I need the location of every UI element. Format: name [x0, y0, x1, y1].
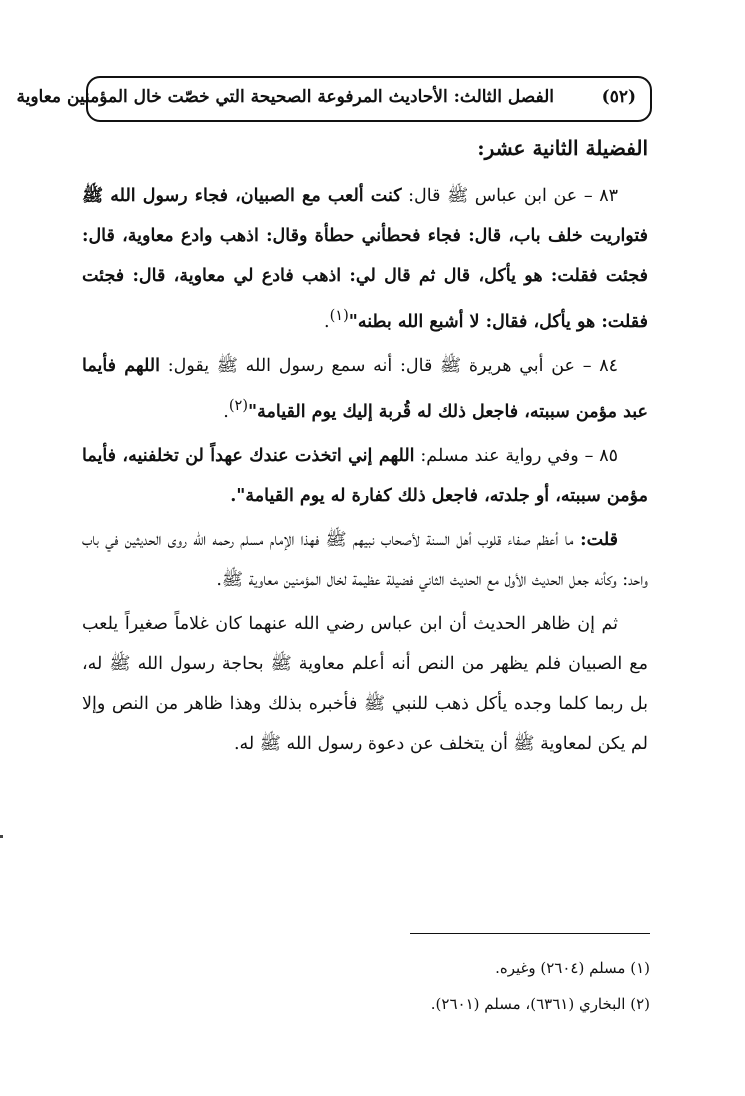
hadith-84-text: اللهم فأيما عبد مؤمن سببته، فاجعل ذلك له قُربة إليك يوم القيامة" — [82, 355, 648, 422]
section-title: الفضيلة الثانية عشر: — [477, 136, 648, 160]
footnotes — [300, 950, 650, 1022]
hadith-84-narration: ٨٤ – عن أبي هريرة ﷺ قال: أنه سمع رسول الله ﷺ يقول: — [159, 355, 619, 376]
hadith-84 — [82, 346, 648, 432]
main-text — [82, 128, 648, 768]
footnote-ref-1: (١) — [329, 307, 349, 324]
running-header — [16, 76, 652, 122]
hadith-85 — [82, 436, 648, 516]
commentary-1 — [82, 520, 648, 600]
hadith-85-text: اللهم إني اتخذت عندك عهداً لن تخلفنيه، فأيما مؤمن سببته، أو جلدته، فاجعل ذلك كفارة له يوم القيامة". — [82, 445, 648, 506]
commentary-label: قلت: — [573, 529, 618, 550]
hadith-83-narration: ٨٣ – عن ابن عباس ﷺ قال: — [401, 186, 618, 206]
hadith-83-text: كنت ألعب مع الصبيان، فجاء رسول الله ﷺ فتواريت خلف باب، قال: فجاء فحطأني حطأة وقال: اذهب وادع معاوية، قال: فجئت فقلت: هو يأكل، قال ثم قال لي: اذهب فادع لي معاوية، قال: فجئت فقلت: هو يأكل، فقال: لا أشبع الله بطنه" — [82, 186, 648, 332]
footnote-separator — [410, 933, 650, 934]
hadith-85-narration: ٨٥ – وفي رواية عند مسلم: — [414, 445, 619, 466]
commentary-2 — [82, 604, 648, 764]
hadith-84-end: . — [223, 401, 229, 422]
footnote-ref-2: (٢) — [228, 396, 249, 414]
commentary-1-text: ما أعظم صفاء قلوب أهل السنة لأصحاب نبيهم ﷺ فهذا الإمام مسلم رحمه الله روى الحديثين في باب واحد: وكأنه جعل الحديث الأول مع الحديث الثاني فضيلة عظيمة لخال المؤمنين معاوية ﷺ. — [82, 529, 648, 590]
footnote-2: (٢) البخاري (٦٣٦١)، مسلم (٢٦٠١). — [430, 995, 650, 1013]
footnote-1: (١) مسلم (٢٦٠٤) وغيره. — [495, 959, 650, 977]
hadith-83-end: . — [323, 311, 330, 332]
chapter-title: الفصل الثالث: الأحاديث المرفوعة الصحيحة التي خصّت خال المؤمنين معاوية — [16, 87, 554, 107]
page-number: (٥٢) — [601, 87, 636, 107]
scan-speck — [0, 835, 3, 838]
hadith-83 — [82, 176, 648, 342]
commentary-2-text: ثم إن ظاهر الحديث أن ابن عباس رضي الله عنهما كان غلاماً صغيراً يلعب مع الصبيان فلم يظهر من النص أنه أعلم معاوية ﷺ بحاجة رسول الله ﷺ له، بل ربما كلما وجده يأكل ذهب للنبي ﷺ فأخبره بذلك وهذا ظاهر من النص وإلا لم يكن لمعاوية ﷺ أن يتخلف عن دعوة رسول الله ﷺ له. — [82, 613, 648, 754]
